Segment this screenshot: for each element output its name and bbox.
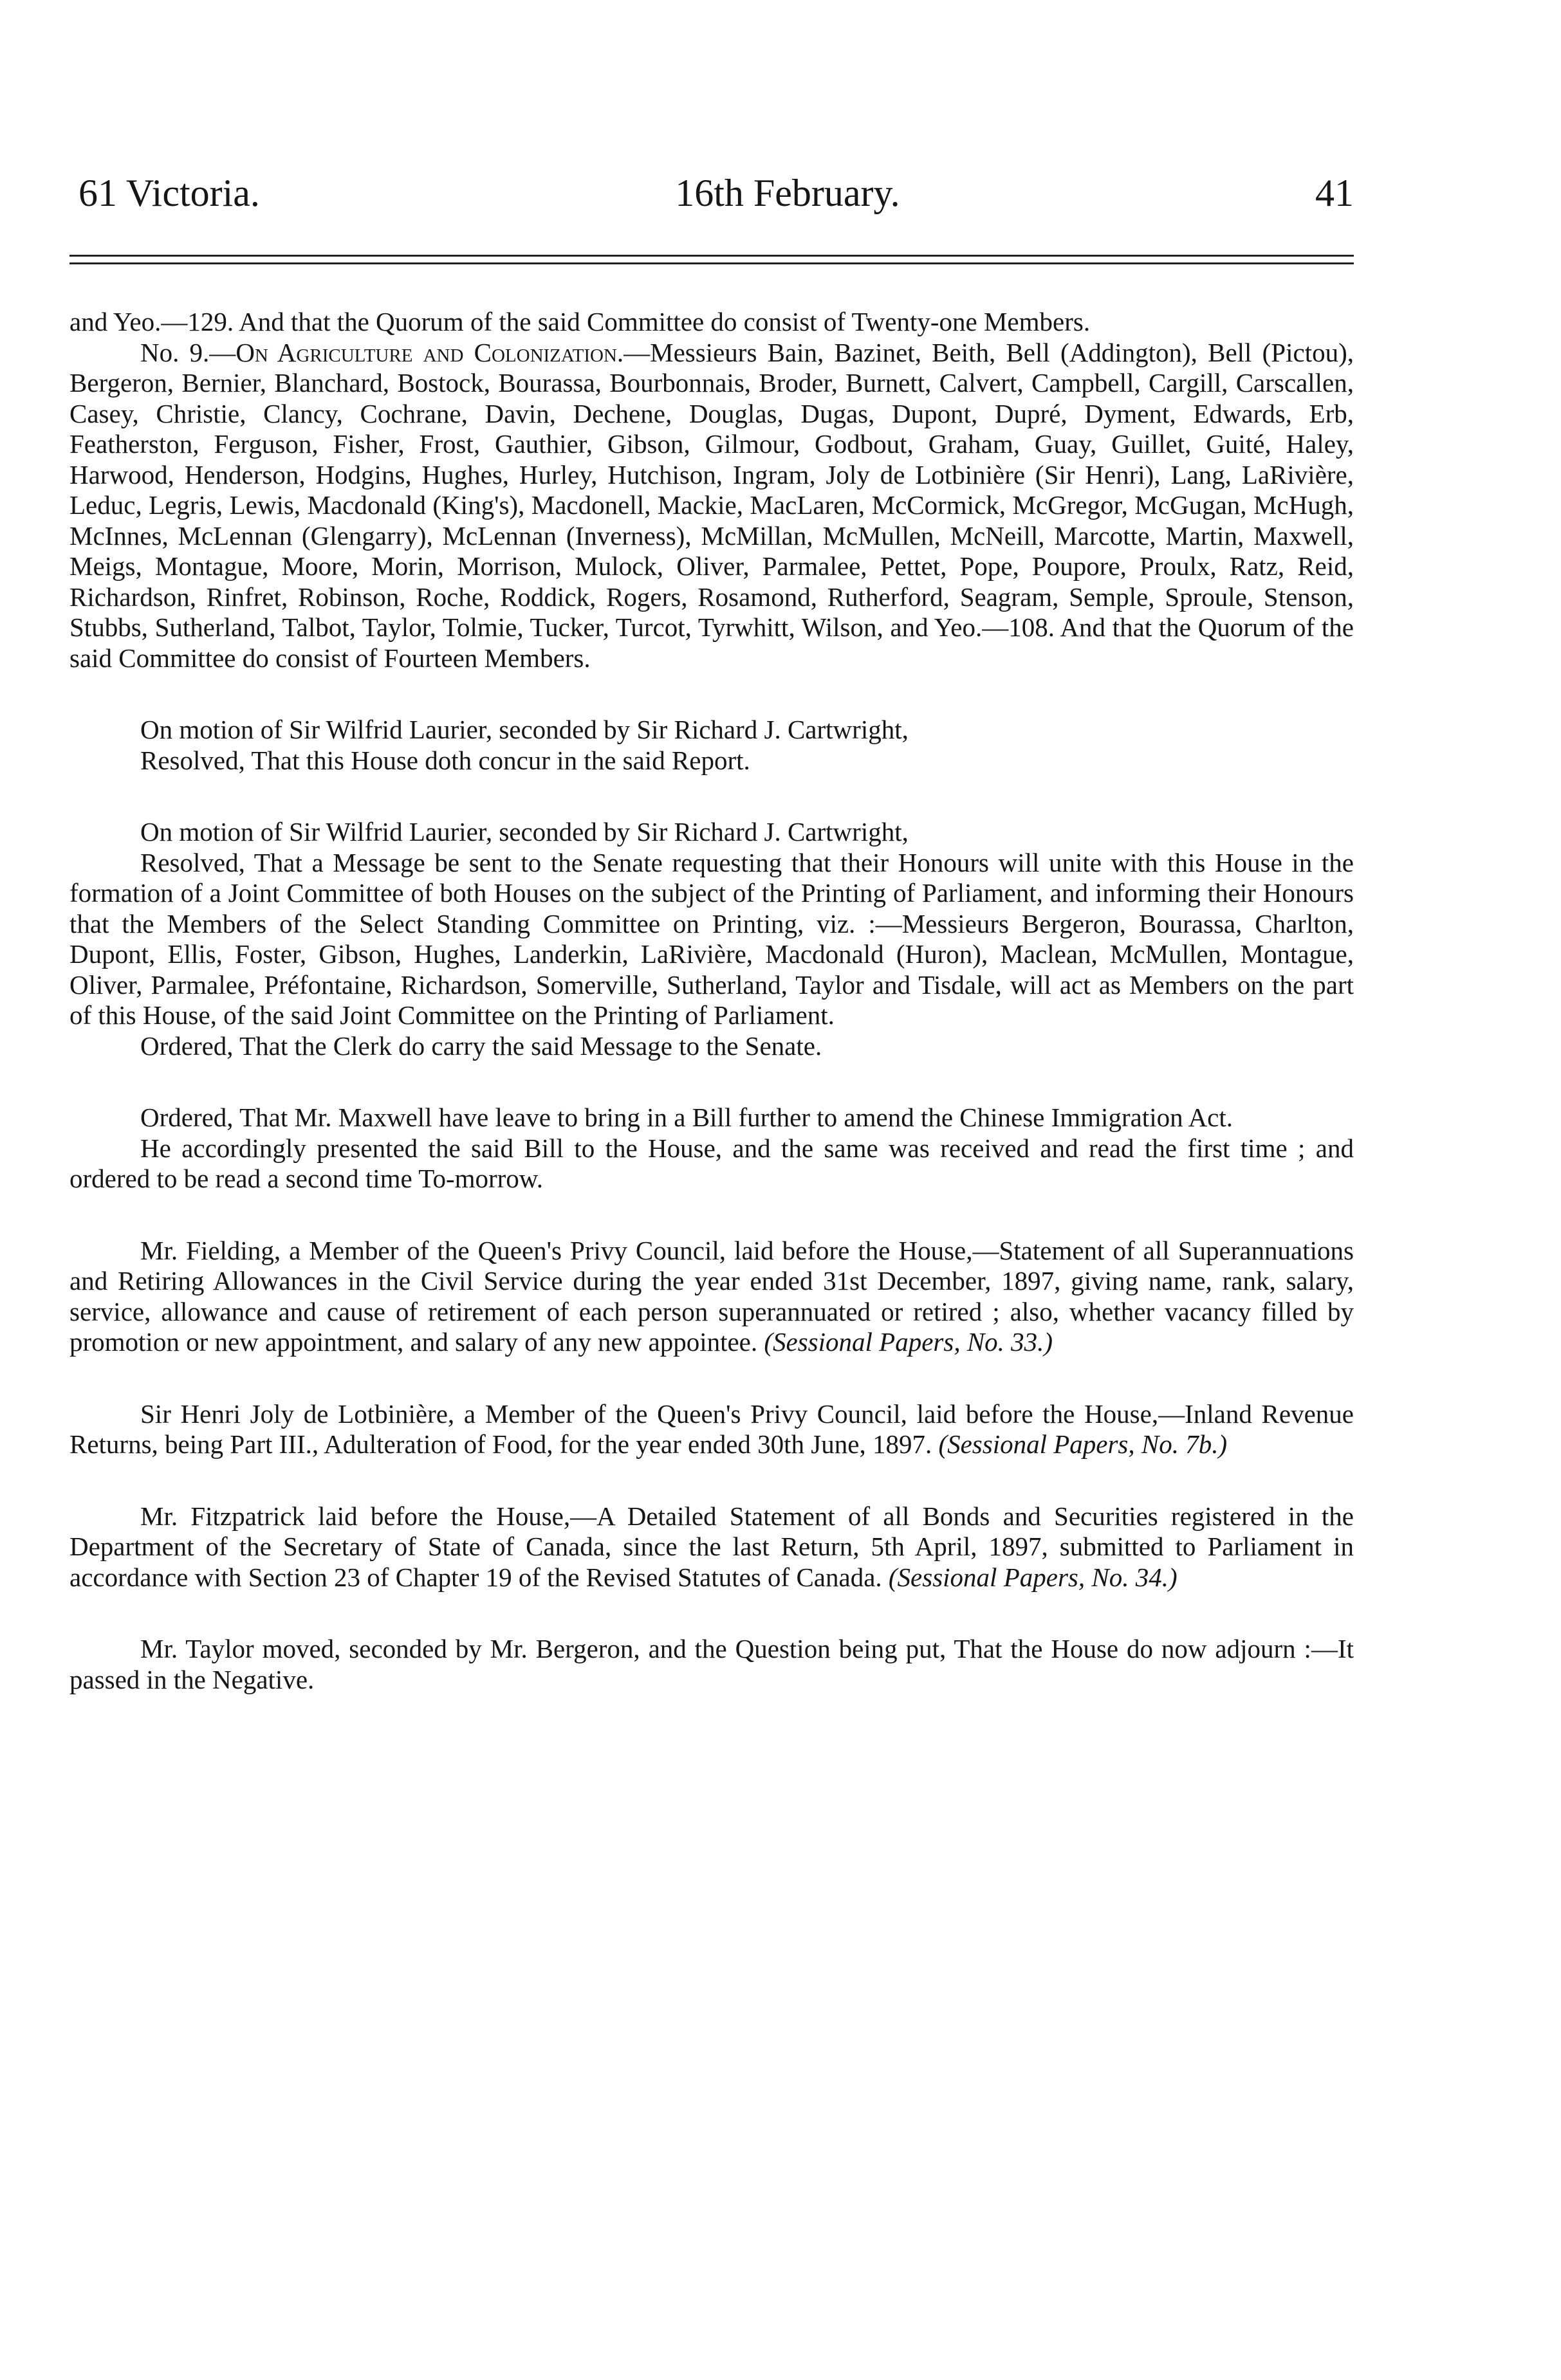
- paragraph-ordered-clerk: Ordered, That the Clerk do carry the said Message to the Senate.: [140, 1030, 822, 1061]
- sessional-paper-ref: (Sessional Papers, No. 34.): [888, 1562, 1178, 1592]
- bonds-text: Mr. Fitzpatrick laid before the House,—A Detailed Statement of all Bonds and Securities registered in the Department of the Secretary of State of Canada, since the last Return, 5th April, 1897, submitted to Parliament in accordance with Section 23 of Chapter 19 of the Revised Statutes of Canada.: [69, 1501, 1354, 1592]
- paragraph-resolved-1: Resolved, That this House doth concur in the said Report.: [140, 745, 750, 775]
- session-label: 61 Victoria.: [79, 172, 260, 214]
- sessional-paper-ref: (Sessional Papers, No. 7b.): [938, 1429, 1228, 1459]
- paragraph-fielding-statement: [69, 1236, 1354, 1358]
- paragraph-fitzpatrick-statement: [69, 1501, 1354, 1593]
- journal-body: [69, 307, 1354, 1695]
- paragraph-joly-returns: [69, 1399, 1354, 1460]
- sessional-paper-ref: (Sessional Papers, No. 33.): [764, 1327, 1053, 1357]
- paragraph-motion-1: On motion of Sir Wilfrid Laurier, seconded by Sir Richard J. Cartwright,: [140, 715, 909, 744]
- committee-members: —Messieurs Bain, Bazinet, Beith, Bell (Addington), Bell (Pictou), Bergeron, Bernier, Blanchard, Bostock, Bourassa, Bourbonnais, Broder, Burnett, Calvert, Campbell, Cargill, Carscallen, Casey, Christie, Clancy, Cochrane, Davin, Dechene, Douglas, Dugas, Dupont, Dupré, Dyment, Edwards, Erb, Featherston, Ferguson, Fisher, Frost, Gauthier, Gibson, Gilmour, Godbout, Graham, Guay, Guillet, Guité, Haley, Harwood, Henderson, Hodgins, Hughes, Hurley, Hutchison, Ingram, Joly de Lotbinière (Sir Henri), Lang, LaRivière, Leduc, Legris, Lewis, Macdonald (King's), Macdonell, Mackie, MacLaren, McCormick, McGregor, McGugan, McHugh, McInnes, McLennan (Glengarry), McLennan (Inverness), McMillan, McMullen, McNeill, Marcotte, Martin, Maxwell, Meigs, Montague, Moore, Morin, Morrison, Mulock, Oliver, Parmalee, Pettet, Pope, Poupore, Proulx, Ratz, Reid, Richardson, Rinfret, Robinson, Roche, Roddick, Rogers, Rosamond, Rutherford, Seagram, Semple, Sproule, Stenson, Stubbs, Sutherland, Talbot, Taylor, Tolmie, Tucker, Turcot, Tyrwhitt, Wilson, and Yeo.—108. And that the Quorum of the said Committee do consist of Fourteen Members.: [69, 337, 1354, 673]
- header-double-rule: [69, 255, 1354, 264]
- paragraph-committee-continued: and Yeo.—129. And that the Quorum of the said Committee do consist of Twenty-one Members.: [69, 307, 1091, 336]
- date-label: 16th February.: [675, 172, 900, 214]
- paragraph-ordered-bill: Ordered, That Mr. Maxwell have leave to bring in a Bill further to amend the Chinese Immigration Act.: [140, 1103, 1233, 1132]
- paragraph-resolved-message: Resolved, That a Message be sent to the Senate requesting that their Honours will unite with this House in the formation of a Joint Committee of both Houses on the subject of the Printing of Parliament, and informing their Honours that the Members of the Select Standing Committee on Printing, viz. :—Messieurs Bergeron, Bourassa, Charlton, Dupont, Ellis, Foster, Gibson, Hughes, Landerkin, LaRivière, Macdonald (Huron), Maclean, McMullen, Montague, Oliver, Parmalee, Préfontaine, Richardson, Somerville, Sutherland, Taylor and Tisdale, will act as Members on the part of this House, of the said Joint Committee on the Printing of Parliament.: [69, 847, 1354, 1030]
- returns-text: Sir Henri Joly de Lotbinière, a Member of the Queen's Privy Council, laid before the House,—Inland Revenue Returns, being Part III., Adulteration of Food, for the year ended 30th June, 1897.: [69, 1398, 1354, 1459]
- committee-heading: On Agriculture and Colonization.: [236, 337, 624, 367]
- paragraph-agriculture-committee: [69, 338, 1354, 674]
- header-rule-bottom: [69, 262, 1354, 264]
- paragraph-adjourn-motion: Mr. Taylor moved, seconded by Mr. Bergeron, and the Question being put, That the House do now adjourn :—It passed in the Negative.: [69, 1634, 1354, 1694]
- paragraph-bill-presented: He accordingly presented the said Bill to the House, and the same was received and read the first time ; and ordered to be read a second time To-morrow.: [69, 1133, 1354, 1193]
- page-header: [69, 174, 1354, 212]
- statement-text: Mr. Fielding, a Member of the Queen's Privy Council, laid before the House,—Statement of all Superannuations and Retiring Allowances in the Civil Service during the year ended 31st December, 1897, giving name, rank, salary, service, allowance and cause of retirement of each person superannuated or retired ; also, whether vacancy filled by promotion or new appointment, and salary of any new appointee.: [69, 1235, 1354, 1357]
- paragraph-motion-2: On motion of Sir Wilfrid Laurier, seconded by Sir Richard J. Cartwright,: [140, 817, 909, 847]
- committee-number: No. 9.—: [140, 337, 236, 367]
- header-rule-top: [69, 255, 1354, 257]
- page-number: 41: [1315, 172, 1354, 214]
